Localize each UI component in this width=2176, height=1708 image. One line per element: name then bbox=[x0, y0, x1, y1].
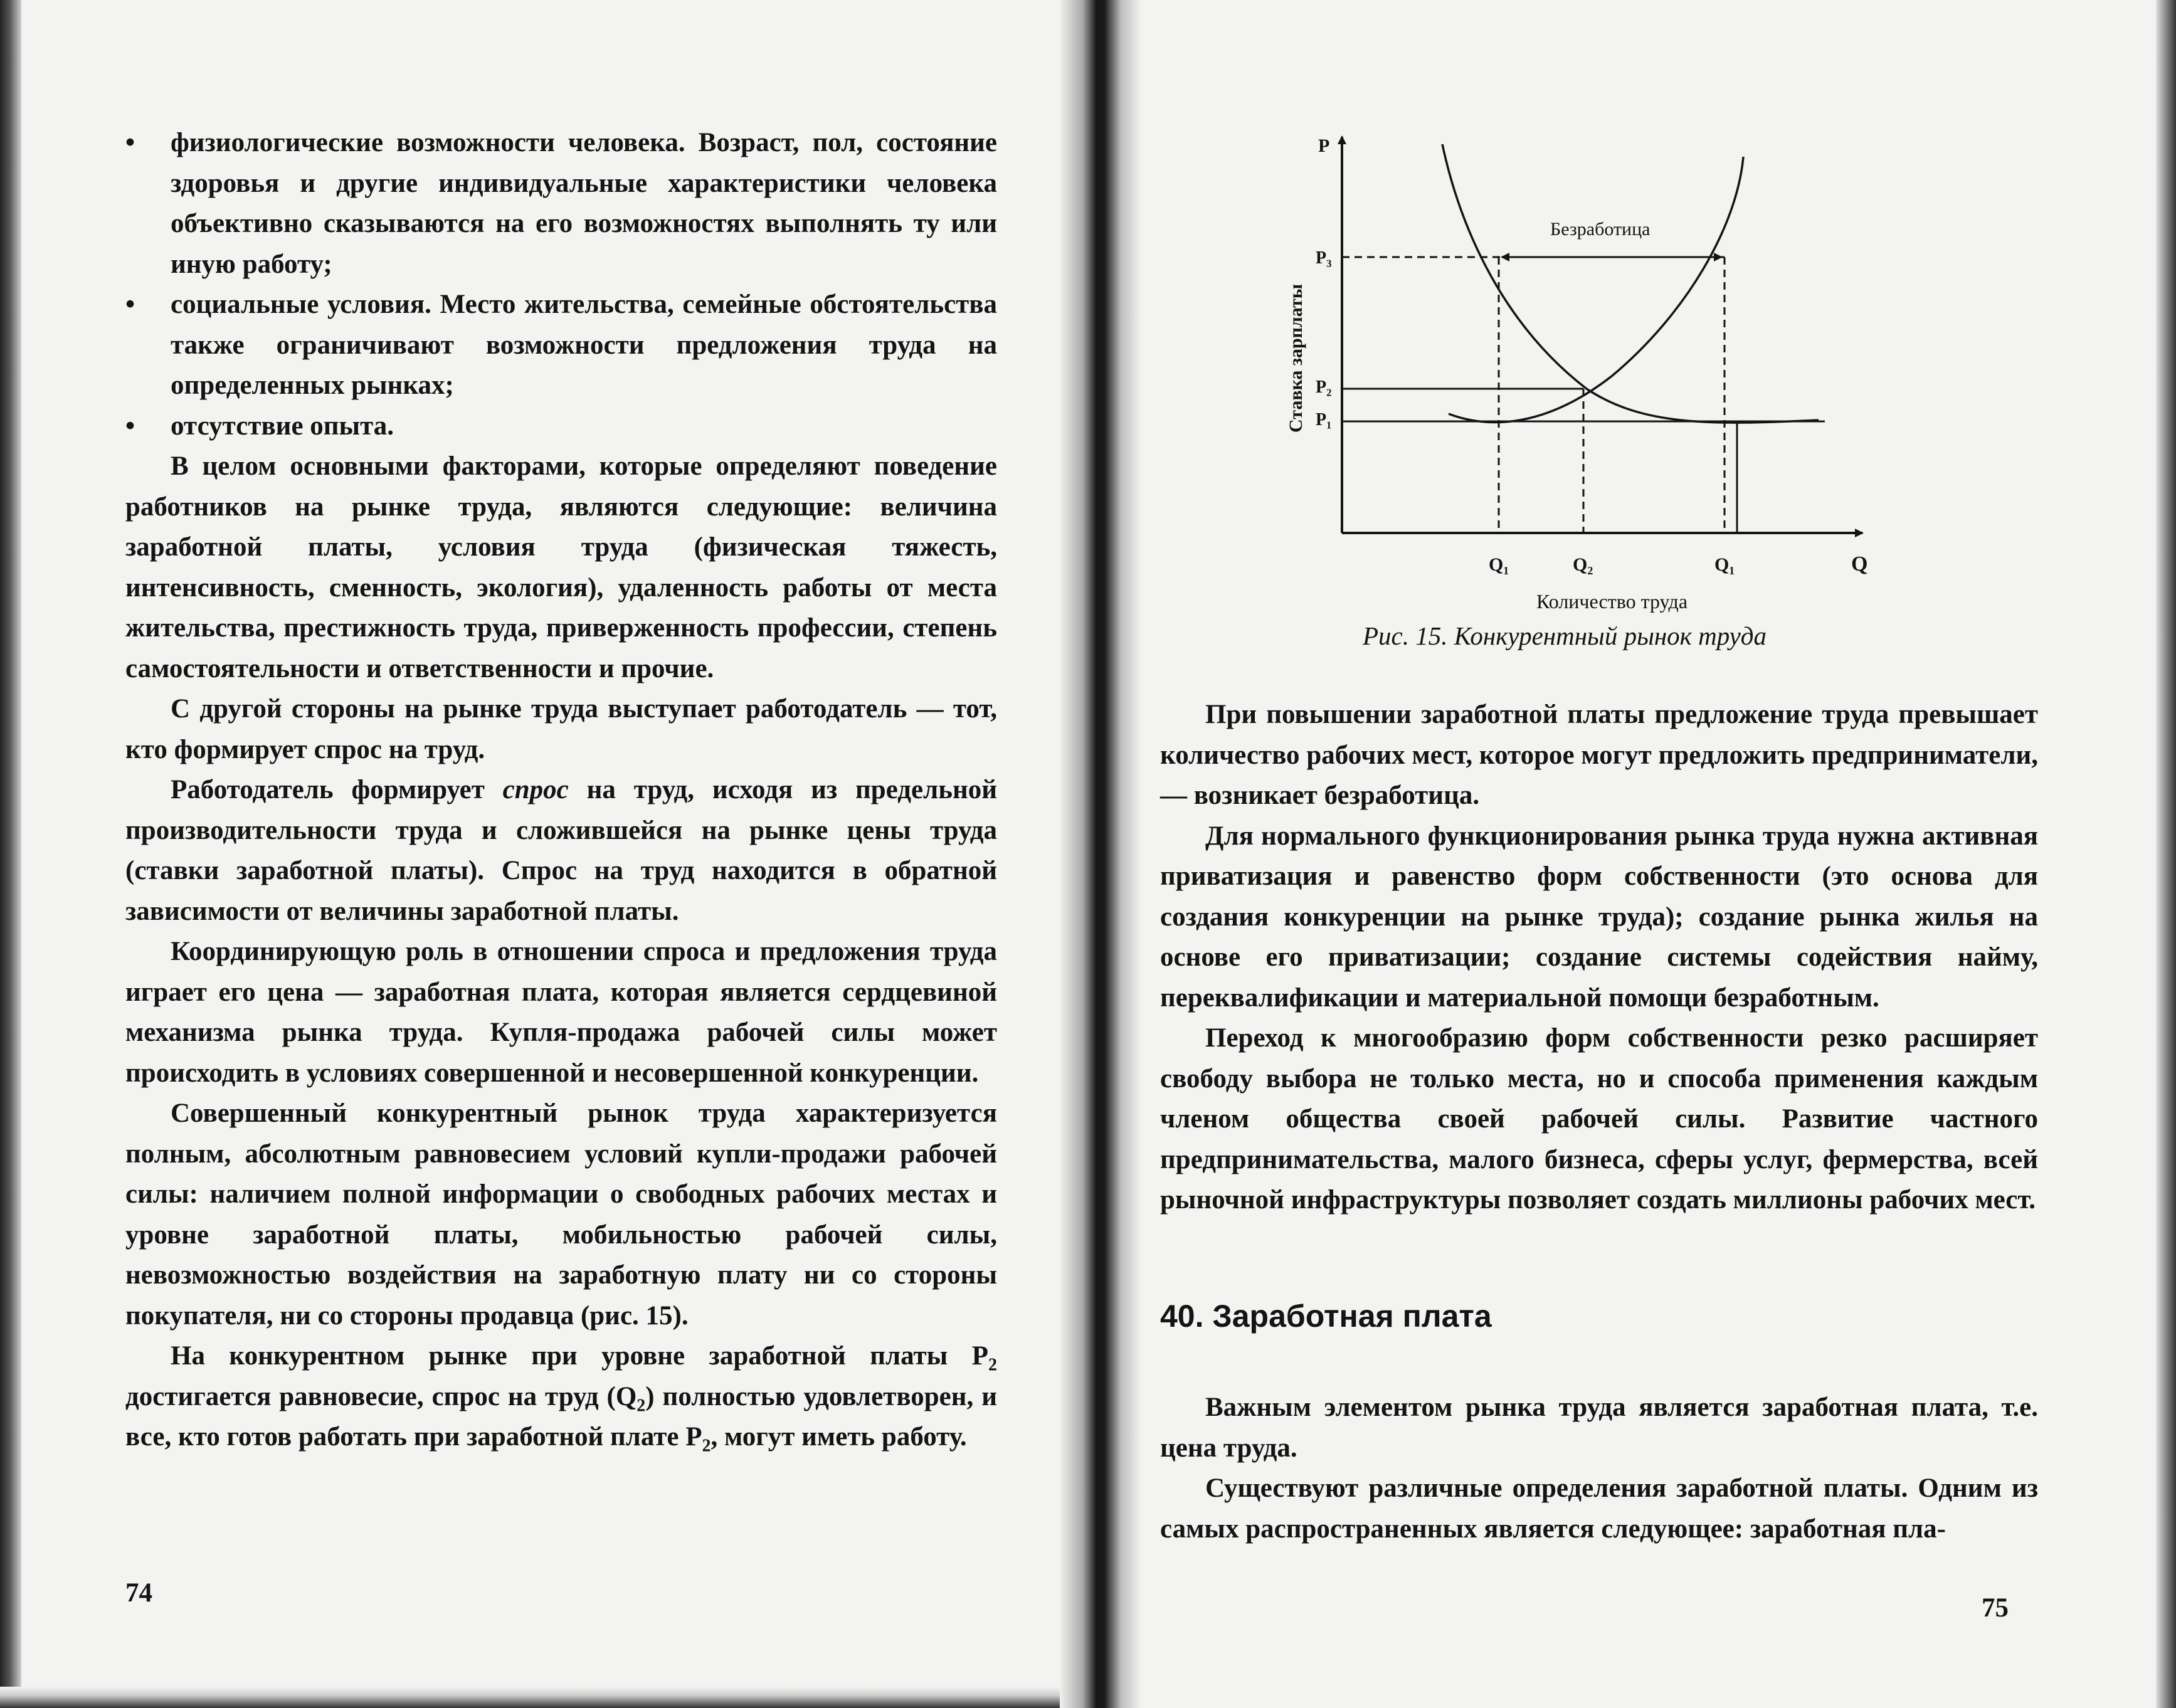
left-page-text bbox=[125, 123, 997, 1458]
emphasis-word: спрос bbox=[502, 775, 569, 804]
tick-label-q1-left: Q₁ bbox=[1489, 554, 1509, 575]
paragraph: Совершенный конкурентный рынок труда характеризуется полным, абсолютным равновесием условий купли-продажи рабочей силы: наличием полной информации о свободных рабочих местах и уровне заработной платы, мобильностью рабочей силы, невозможностью воздействия на заработную плату ни со стороны покупателя, ни со стороны продавца (рис. 15). bbox=[125, 1099, 997, 1331]
paragraph-text: На конкурентном рынке при уровне заработной платы P bbox=[171, 1341, 988, 1371]
bullet-item: • отсутствие опыта. bbox=[125, 406, 997, 447]
paragraph-text: Работодатель формирует bbox=[171, 775, 503, 804]
x-axis-letter: Q bbox=[1851, 552, 1868, 576]
paragraph-text: , могут иметь работу. bbox=[710, 1422, 967, 1452]
paragraph: В целом основными факторами, которые определяют поведение работников на рынке труда, являются следующие: величина заработной платы, условия труда (физическая тяжесть, интенсивность, сменность, экология), удаленность работы от места жительства, престижность труда, приверженность профессии, степень самостоятельности и ответственности и прочие. bbox=[125, 451, 997, 683]
paragraph bbox=[125, 770, 997, 932]
labor-market-figure bbox=[1235, 125, 1894, 665]
labor-market-diagram bbox=[1235, 125, 1894, 614]
bullet-item: • физиологические возможности человека. Возраст, пол, состояние здоровья и другие индивидуальные характеристики человека объективно сказываются на его возможностях выполнять ту или иную работу; bbox=[125, 123, 997, 285]
paragraph bbox=[125, 1336, 997, 1458]
tick-label-p3: P₃ bbox=[1316, 248, 1332, 268]
y-axis-label: Ставка зарплаты bbox=[1286, 283, 1306, 433]
subscript: 2 bbox=[702, 1436, 711, 1456]
paragraph: Переход к многообразию форм собственности резко расширяет свободу выбора не только места, но и способа применения каждым членом общества своей рабочей силы. Развитие частного предпринимательства, малого бизнеса, сферы услуг, фермерства, всей рыночной инфраструктуры позволяет создать миллионы рабочих мест. bbox=[1160, 1023, 2038, 1215]
paragraph-text: ) полностью удовлетворен, и все, кто готов работать при заработной плате P bbox=[125, 1381, 998, 1452]
paragraph: Существуют различные определения заработной платы. Одним из самых распространенных является следующее: заработная пла- bbox=[1160, 1473, 2038, 1544]
subscript: 2 bbox=[636, 1396, 646, 1416]
paragraph: При повышении заработной платы предложение труда превышает количество рабочих мест, которое могут предложить предприниматели, — возникает безработица. bbox=[1160, 700, 2038, 810]
tick-label-p1: P₁ bbox=[1316, 410, 1332, 430]
paragraph: С другой стороны на рынке труда выступает работодатель — тот, кто формирует спрос на труд. bbox=[125, 694, 997, 764]
bullet-list bbox=[125, 123, 997, 446]
paragraph: Координирующую роль в отношении спроса и предложения труда играет его цена — заработная плата, которая является сердцевиной механизма рынка труда. Купля-продажа рабочей силы может происходить в условиях совершенной и несовершенной конкуренции. bbox=[125, 937, 997, 1088]
page-number-left: 74 bbox=[125, 1578, 152, 1608]
paragraph: Для нормального функционирования рынка труда нужна активная приватизация и равенство форм собственности (это основа для создания конкуренции на рынке труда); создание рынка жилья на основе его приватизации; создание системы содействия найму, переквалификации и материальной помощи безработным. bbox=[1160, 821, 2038, 1013]
supply-curve bbox=[1449, 157, 1743, 423]
tick-label-q2: Q₂ bbox=[1573, 554, 1593, 575]
x-axis-label: Количество труда bbox=[1536, 590, 1688, 613]
paragraph-text: достигается равновесие, спрос на труд (Q bbox=[125, 1381, 637, 1411]
section-heading: 40. Заработная плата bbox=[1160, 1299, 1492, 1334]
annotation-unemployment: Безработица bbox=[1550, 219, 1650, 240]
left-page bbox=[0, 0, 1066, 1708]
right-page bbox=[1116, 0, 2176, 1708]
tick-label-q1-right: Q₁ bbox=[1714, 554, 1735, 575]
bullet-item: • социальные условия. Место жительства, семейные обстоятельства также ограничивают возможности предложения труда на определенных рынках; bbox=[125, 285, 997, 406]
y-axis-letter: P bbox=[1318, 135, 1330, 156]
paragraph: Важным элементом рынка труда является заработная плата, т.е. цена труда. bbox=[1160, 1393, 2038, 1463]
paragraph-text: на труд, исходя из предельной производительности труда и сложившейся на рынке цены труда (ставки заработной платы). Спрос на труд находится в обратной зависимости от величины заработной платы. bbox=[125, 775, 997, 926]
figure-caption: Рис. 15. Конкурентный рынок труда bbox=[1362, 621, 1767, 650]
right-page-text bbox=[1160, 695, 2038, 1221]
tick-label-p2: P₂ bbox=[1316, 377, 1332, 397]
right-page-text-lower bbox=[1160, 1388, 2038, 1549]
page-number-right: 75 bbox=[1982, 1593, 2009, 1623]
subscript: 2 bbox=[988, 1355, 997, 1375]
